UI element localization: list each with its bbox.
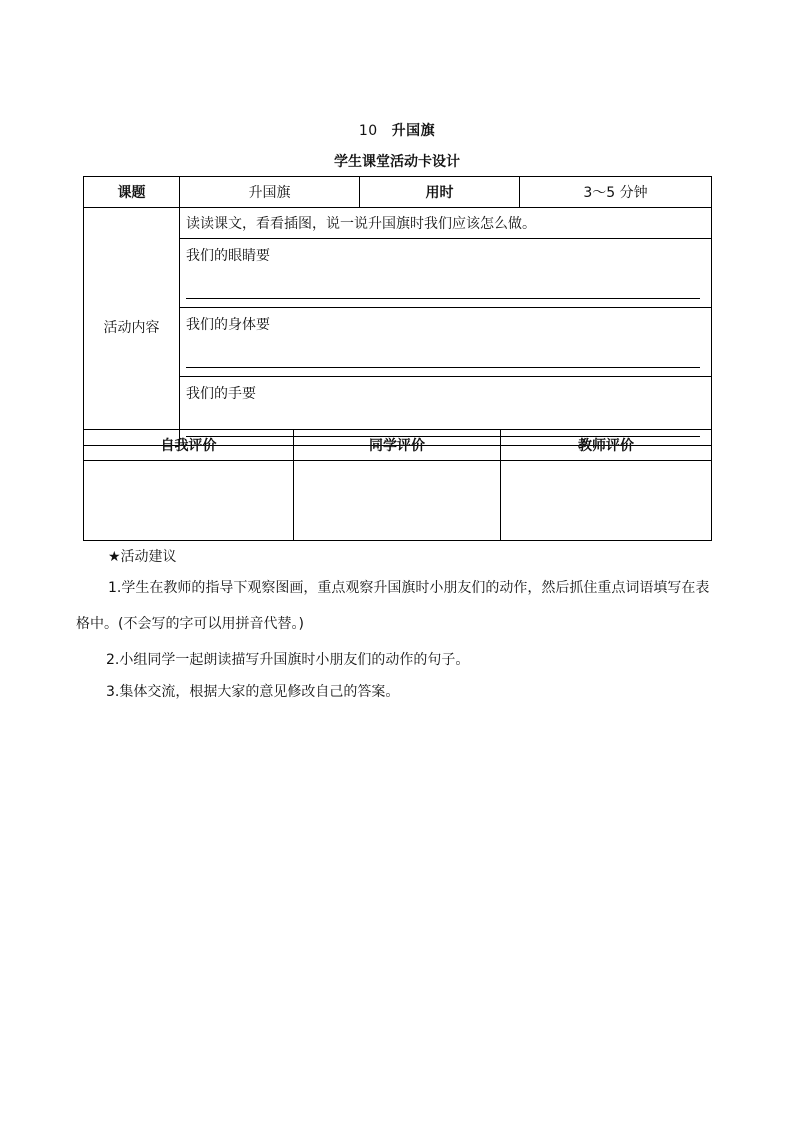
lesson-number: 10 bbox=[358, 123, 378, 139]
card-title: 学生课堂活动卡设计 bbox=[334, 154, 460, 170]
self-eval-header: 自我评价 bbox=[84, 430, 294, 461]
topic-value: 升国旗 bbox=[180, 177, 360, 208]
body-field[interactable] bbox=[180, 308, 712, 377]
teacher-eval-box[interactable] bbox=[501, 461, 712, 541]
time-value: 3～5 分钟 bbox=[520, 177, 712, 208]
peer-eval-box[interactable] bbox=[294, 461, 501, 541]
body-answer-line[interactable] bbox=[186, 367, 700, 368]
hands-field-label: 我们的手要 bbox=[186, 386, 256, 402]
time-label: 用时 bbox=[360, 177, 520, 208]
peer-eval-header: 同学评价 bbox=[294, 430, 501, 461]
activity-suggestions bbox=[76, 547, 722, 702]
teacher-eval-header: 教师评价 bbox=[501, 430, 712, 461]
eyes-answer-line[interactable] bbox=[186, 298, 700, 299]
activity-instruction: 读读课文，看看插图，说一说升国旗时我们应该怎么做。 bbox=[180, 208, 712, 239]
lesson-title bbox=[0, 120, 794, 140]
self-eval-box[interactable] bbox=[84, 461, 294, 541]
lesson-name: 升国旗 bbox=[391, 123, 436, 139]
eyes-field[interactable] bbox=[180, 239, 712, 308]
eyes-field-label: 我们的眼睛要 bbox=[186, 248, 270, 264]
suggestion-item: 2.小组同学一起朗读描写升国旗时小朋友们的动作的句子。 bbox=[106, 652, 470, 668]
evaluation-table bbox=[83, 429, 712, 541]
body-field-label: 我们的身体要 bbox=[186, 317, 270, 333]
suggestion-item: 3.集体交流，根据大家的意见修改自己的答案。 bbox=[106, 684, 400, 700]
activity-label: 活动内容 bbox=[84, 208, 180, 446]
suggestion-item: 1.学生在教师的指导下观察图画，重点观察升国旗时小朋友们的动作，然后抓住重点词语填写在表格中。(不会写的字可以用拼音代替。) bbox=[76, 580, 710, 632]
activity-table bbox=[83, 176, 712, 446]
suggestions-heading: ★活动建议 bbox=[108, 549, 177, 565]
topic-label: 课题 bbox=[84, 177, 180, 208]
